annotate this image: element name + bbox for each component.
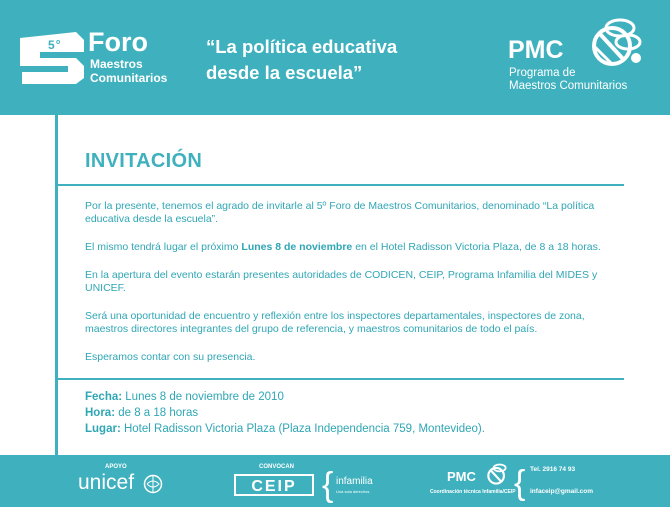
slogan-line1: “La política educativa	[206, 36, 398, 57]
lugar-label: Lugar:	[85, 423, 121, 435]
ceip-logo: CEIP	[234, 474, 314, 496]
foro-5-logo	[18, 30, 88, 85]
infamilia-tagline: Una sola derechos	[336, 489, 370, 494]
slogan	[206, 34, 466, 86]
phone: Tel. 2916 74 93	[530, 466, 576, 473]
pmc-acronym: PMC	[508, 36, 564, 64]
unicef-logo: unicef	[78, 471, 135, 494]
paragraph-3: En la apertura del evento estarán presentes autoridades de CODICEN, CEIP, Programa Infamilia del MIDES y UNICEF.	[85, 269, 598, 294]
brace-icon: {	[322, 466, 334, 504]
fecha-row	[85, 389, 625, 405]
paragraph-4: Será una oportunidad de encuentro y reflexión entre los inspectores departamentales, inspectores de zona, maestros directores integrantes del grupo de referencia, y maestros comunitarios de todo el país.	[85, 310, 585, 335]
details-divider	[58, 378, 624, 380]
logo-title: Foro	[88, 27, 148, 57]
apoyo-label: APOYO	[105, 464, 127, 470]
lugar-value: Hotel Radisson Victoria Plaza (Plaza Independencia 759, Montevideo).	[120, 423, 485, 435]
lugar-row	[85, 421, 625, 437]
bee-icon	[584, 16, 644, 68]
fecha-value: Lunes 8 de noviembre de 2010	[122, 391, 284, 403]
pmc-footer-subtitle: Coordinación técnica Infamilia/CEIP	[430, 489, 516, 495]
hora-row	[85, 405, 625, 421]
hora-label: Hora:	[85, 407, 116, 419]
brace-icon-2: {	[514, 464, 526, 502]
email: infaceip@gmail.com	[530, 488, 594, 495]
pmc-footer-logo: PMC	[447, 469, 476, 484]
fecha-label: Fecha:	[85, 391, 123, 403]
logo-sub-line2: Comunitarios	[90, 71, 168, 85]
vertical-rule	[55, 115, 58, 455]
paragraph-2	[85, 241, 625, 254]
p2-date: Lunes 8 de noviembre	[241, 241, 353, 253]
paragraph-1: Por la presente, tenemos el agrado de invitarle al 5º Foro de Maestros Comunitarios, denominado “La política educativa desde la escuela”.	[85, 200, 595, 225]
logo-ordinal: o	[56, 39, 61, 46]
p2-pre: El mismo tendrá lugar el próximo	[85, 241, 242, 253]
convocan-label: CONVOCAN	[259, 464, 295, 470]
invitation-body	[85, 200, 625, 379]
invitation-title: INVITACIÓN	[85, 150, 203, 172]
pmc-program-name	[509, 67, 627, 92]
logo-subtitle	[90, 57, 167, 85]
paragraph-5: Esperamos contar con su presencia.	[85, 351, 256, 363]
title-divider	[58, 184, 624, 186]
infamilia-logo: infamilia	[336, 476, 373, 487]
logo-sub-line1: Maestros	[90, 57, 143, 71]
pmc-line2: Maestros Comunitarios	[509, 79, 628, 92]
bee-small-icon	[484, 462, 510, 486]
unicef-globe-icon	[143, 474, 163, 494]
event-details	[85, 389, 625, 437]
hora-value: de 8 a 18 horas	[115, 407, 199, 419]
p2-post: en el Hotel Radisson Victoria Plaza, de 8 a 18 horas.	[352, 241, 601, 253]
logo-number: 5	[48, 38, 55, 52]
pmc-line1: Programa de	[509, 67, 576, 79]
slogan-line2: desde la escuela”	[206, 62, 363, 83]
header-banner	[0, 0, 670, 115]
